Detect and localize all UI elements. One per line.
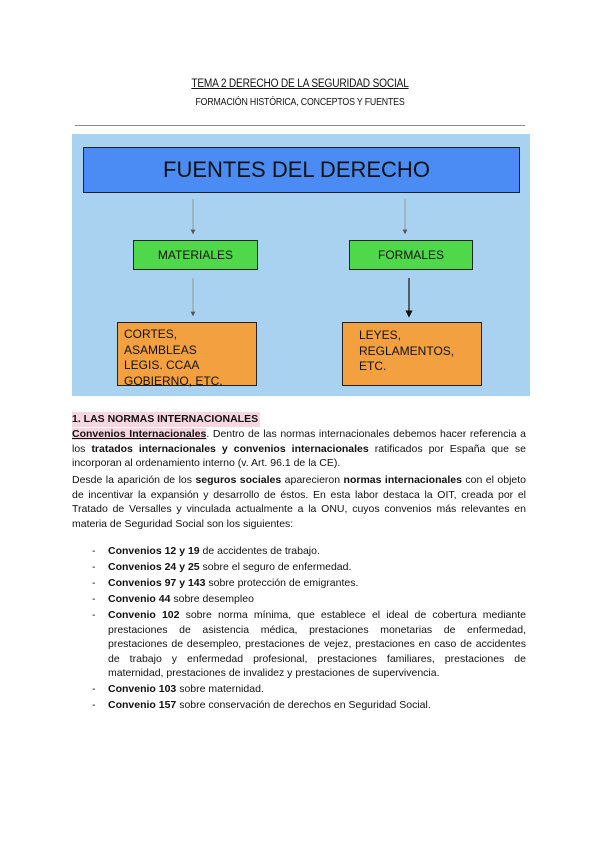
list-item — [92, 576, 526, 591]
list-item — [92, 698, 526, 713]
list-item — [92, 544, 526, 559]
formales-detail-box: LEYES, REGLAMENTOS, ETC. — [342, 322, 482, 386]
fuentes-del-derecho-box: FUENTES DEL DERECHO — [83, 147, 520, 193]
paragraph-text: ratificados por España que se incorporan al ordenamiento interno (v. Art. 96.1 de la CE). — [72, 442, 527, 470]
convenio-number: Convenios 97 y 143 — [108, 576, 206, 589]
list-item — [92, 608, 526, 681]
paragraph-text: aparecieron — [281, 474, 344, 486]
header-divider — [75, 125, 525, 126]
convenio-number: Convenios 12 y 19 — [108, 545, 200, 557]
paragraph-convenios — [72, 427, 526, 471]
materiales-detail-box: CORTES, ASAMBLEAS LEGIS. CCAA GOBIERNO, ETC. — [117, 322, 257, 386]
paragraph-text: con el objeto de incentivar la expansión y desarrollo de éstos. En esta labor destaca la OIT, creada por el Tratado de Versalles y vinculada actualmente a la ONU, cuyos convenios más relevantes en materia de Seguridad Social son los siguientes: — [72, 474, 526, 530]
section-heading: 1. LAS NORMAS INTERNACIONALES — [72, 413, 259, 425]
sources-diagram — [72, 134, 530, 396]
convenio-number: Convenio 103 — [108, 683, 177, 696]
convenio-number: Convenios 24 y 25 — [108, 560, 200, 573]
convenio-desc: sobre maternidad. — [176, 683, 264, 696]
list-item — [92, 560, 526, 575]
convenio-desc: de accidentes de trabajo. — [199, 545, 320, 557]
convenio-desc: sobre el seguro de enfermedad. — [199, 560, 352, 573]
materiales-box: MATERIALES — [133, 240, 258, 270]
paragraph-text: . Dentro de las normas internacionales debemos hacer referencia a los — [72, 428, 527, 455]
convenio-desc: sobre conservación de derechos en Seguridad Social. — [176, 699, 431, 712]
bold-term: tratados internacionales y convenios internacionales — [91, 442, 369, 455]
document-title: TEMA 2 DERECHO DE LA SEGURIDAD SOCIAL — [191, 78, 409, 90]
convenios-list — [92, 544, 526, 714]
document-subtitle: FORMACIÓN HISTÓRICA, CONCEPTOS Y FUENTES — [195, 97, 405, 108]
convenio-number: Convenio 102 — [108, 608, 180, 621]
convenio-number: Convenio 44 — [108, 592, 171, 605]
bold-term: seguros sociales — [195, 474, 282, 486]
convenio-desc: sobre norma mínima, que establece el ideal de cobertura mediante prestaciones de asistencia médica, prestaciones monetarias de enfermedad, prestaciones de desempleo, prestaciones de vejez, prestaciones en caso de accidentes de trabajo y enfermedad profesional, prestaciones familiares, prestaciones de maternidad, prestaciones de invalidez y prestaciones de supervivencia. — [108, 608, 526, 680]
paragraph-text: Desde la aparición de los — [72, 474, 196, 486]
paragraph-seguros — [72, 473, 526, 531]
bold-term: normas internacionales — [343, 474, 462, 486]
formales-box: FORMALES — [349, 240, 473, 270]
convenios-lead: Convenios Internacionales — [72, 428, 207, 440]
list-item — [92, 682, 526, 697]
list-item — [92, 592, 526, 607]
convenio-desc: sobre desempleo — [170, 592, 254, 605]
convenio-number: Convenio 157 — [108, 699, 177, 712]
convenio-desc: sobre protección de emigrantes. — [205, 576, 359, 589]
